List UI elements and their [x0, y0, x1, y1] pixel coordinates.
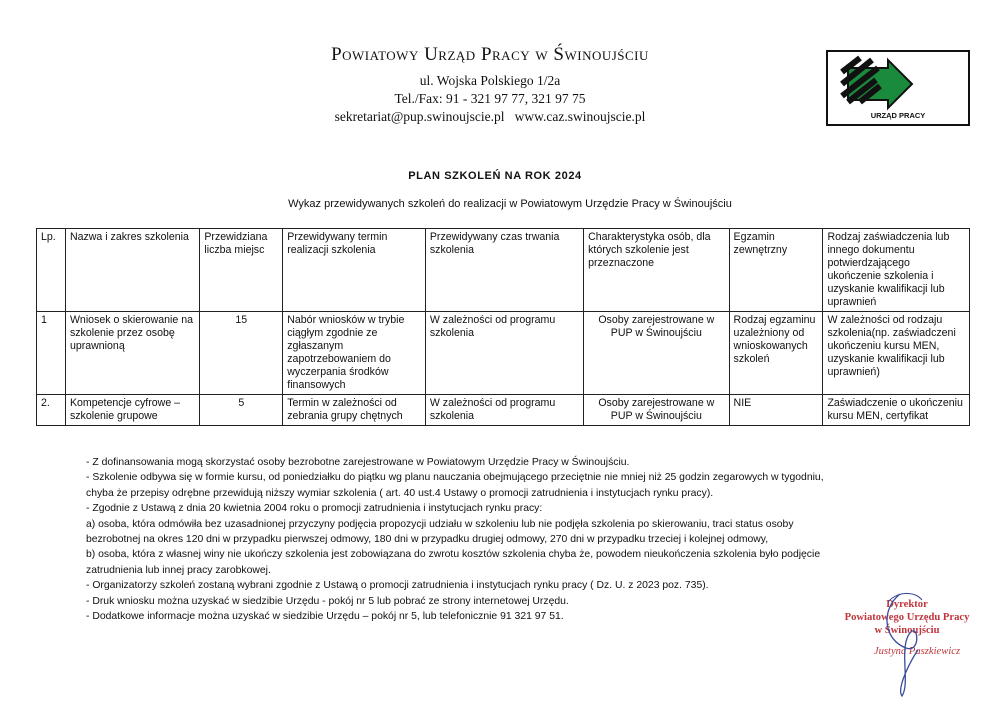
contact-line: sekretariat@pup.swinoujscie.pl www.caz.swinoujscie.pl	[334, 109, 646, 124]
table-row	[37, 395, 970, 426]
cell-certificate: W zależności od rodzaju szkolenia(np. zaświadczeni ukończeniu kursu MEN, uzyskanie kwalifikacji lub uprawnień)	[823, 312, 970, 395]
note-item: - Druk wniosku można uzyskać w siedzibie Urzędu - pokój nr 5 lub pobrać ze strony internetowej Urzędu.	[86, 595, 569, 607]
table-header-row	[37, 229, 970, 312]
cell-name: Kompetencje cyfrowe – szkolenie grupowe	[65, 395, 199, 426]
note-item: - Dodatkowe informacje można uzyskać w siedzibie Urzędu – pokój nr 5, lub telefonicznie 91 321 97 51.	[86, 611, 564, 623]
cell-places: 15	[200, 312, 283, 395]
header-duration: Przewidywany czas trwania szkolenia	[425, 229, 583, 312]
cell-term: Termin w zależności od zebrania grupy chętnych	[283, 395, 426, 426]
header-term: Przewidywany termin realizacji szkolenia	[283, 229, 426, 312]
director-signature	[822, 588, 992, 700]
signature-name: Justyna Paszkiewicz	[873, 646, 961, 657]
note-item: b) osoba, która z własnej winy nie ukończy szkolenia jest zobowiązana do zwrotu kosztów szkolenia chyba że, powodem nieukończenia szkolenia było podjęcie zatrudnienia lub innej pracy zarobkowej.	[86, 549, 821, 576]
cell-lp: 2.	[37, 395, 66, 426]
note-item: a) osoba, która odmówiła bez uzasadnionej przyczyny podjęcia propozycji udziału w szkoleniu lub nie podjęła szkolenia po skierowaniu, traci status osoby bezrobotnej na okres 120 dni w przypadku pierwszej odmowy, 180 dni w przypadku drugiej odmowy, 270 dni w przypadku trzeciej i kolejnej odmowy,	[86, 518, 794, 546]
signature-stamp: Dyrektor Powiatowego Urzędu Pracy w Świnoujściu	[844, 599, 970, 636]
letterhead	[250, 44, 730, 126]
note-item: - Organizatorzy szkoleń zostaną wybrani zgodnie z Ustawą o promocji zatrudnienia i instytucjach rynku pracy ( Dz. U. z 2023 poz. 735).	[86, 580, 709, 592]
cell-lp: 1	[37, 312, 66, 395]
cell-name: Wniosek o skierowanie na szkolenie przez osobę uprawnioną	[65, 312, 199, 395]
urzad-pracy-logo	[826, 50, 970, 126]
header-lp: Lp.	[37, 229, 66, 312]
plan-subtitle: Wykaz przewidywanych szkoleń do realizacji w Powiatowym Urzędzie Pracy w Świnoujściu	[288, 198, 732, 210]
cell-exam: NIE	[729, 395, 823, 426]
header-exam: Egzamin zewnętrzny	[729, 229, 823, 312]
header-name: Nazwa i zakres szkolenia	[65, 229, 199, 312]
cell-certificate: Zaświadczenie o ukończeniu kursu MEN, certyfikat	[823, 395, 970, 426]
cell-persons: Osoby zarejestrowane w PUP w Świnoujściu	[584, 395, 729, 426]
table-row	[37, 312, 970, 395]
training-plan-table	[36, 228, 970, 426]
address: ul. Wojska Polskiego 1/2a	[419, 73, 561, 88]
note-item: - Zgodnie z Ustawą z dnia 20 kwietnia 2004 roku o promocji zatrudnienia i instytucjach rynku pracy:	[86, 503, 543, 515]
signature-scribble	[822, 588, 992, 700]
org-name: Powiatowy Urząd Pracy w Świnoujściu	[331, 44, 649, 65]
header-certificate: Rodzaj zaświadczenia lub innego dokumentu potwierdzającego ukończenie szkolenia i uzyskanie kwalifikacji lub uprawnień	[823, 229, 970, 312]
cell-duration: W zależności od programu szkolenia	[425, 395, 583, 426]
header-places: Przewidziana liczba miejsc	[200, 229, 283, 312]
cell-exam: Rodzaj egzaminu uzależniony od wnioskowanych szkoleń	[729, 312, 823, 395]
header-persons: Charakterystyka osób, dla których szkolenie jest przeznaczone	[584, 229, 729, 312]
phone: Tel./Fax: 91 - 321 97 77, 321 97 75	[394, 91, 586, 106]
cell-term: Nabór wniosków w trybie ciągłym zgodnie ze zgłaszanym zapotrzebowaniem do wyczerpania środków finansowych	[283, 312, 426, 395]
cell-persons: Osoby zarejestrowane w PUP w Świnoujściu	[584, 312, 729, 395]
cell-duration: W zależności od programu szkolenia	[425, 312, 583, 395]
note-item: - Szkolenie odbywa się w formie kursu, od poniedziałku do piątku wg planu nauczania obejmującego przeciętnie nie mniej niż 25 godzin zegarowych w tygodniu, chyba że przepisy odrębne przewidują niższy wymiar szkolenia ( art. 40 ust.4 Ustawy o promocji zatrudnienia i instytucjach rynku pracy).	[86, 472, 824, 499]
cell-places: 5	[200, 395, 283, 426]
logo-text: URZĄD PRACY	[870, 111, 926, 120]
note-item: - Z dofinansowania mogą skorzystać osoby bezrobotne zarejestrowane w Powiatowym Urzędzie Pracy w Świnoujściu.	[86, 457, 630, 468]
plan-title: PLAN SZKOLEŃ NA ROK 2024	[408, 170, 582, 182]
